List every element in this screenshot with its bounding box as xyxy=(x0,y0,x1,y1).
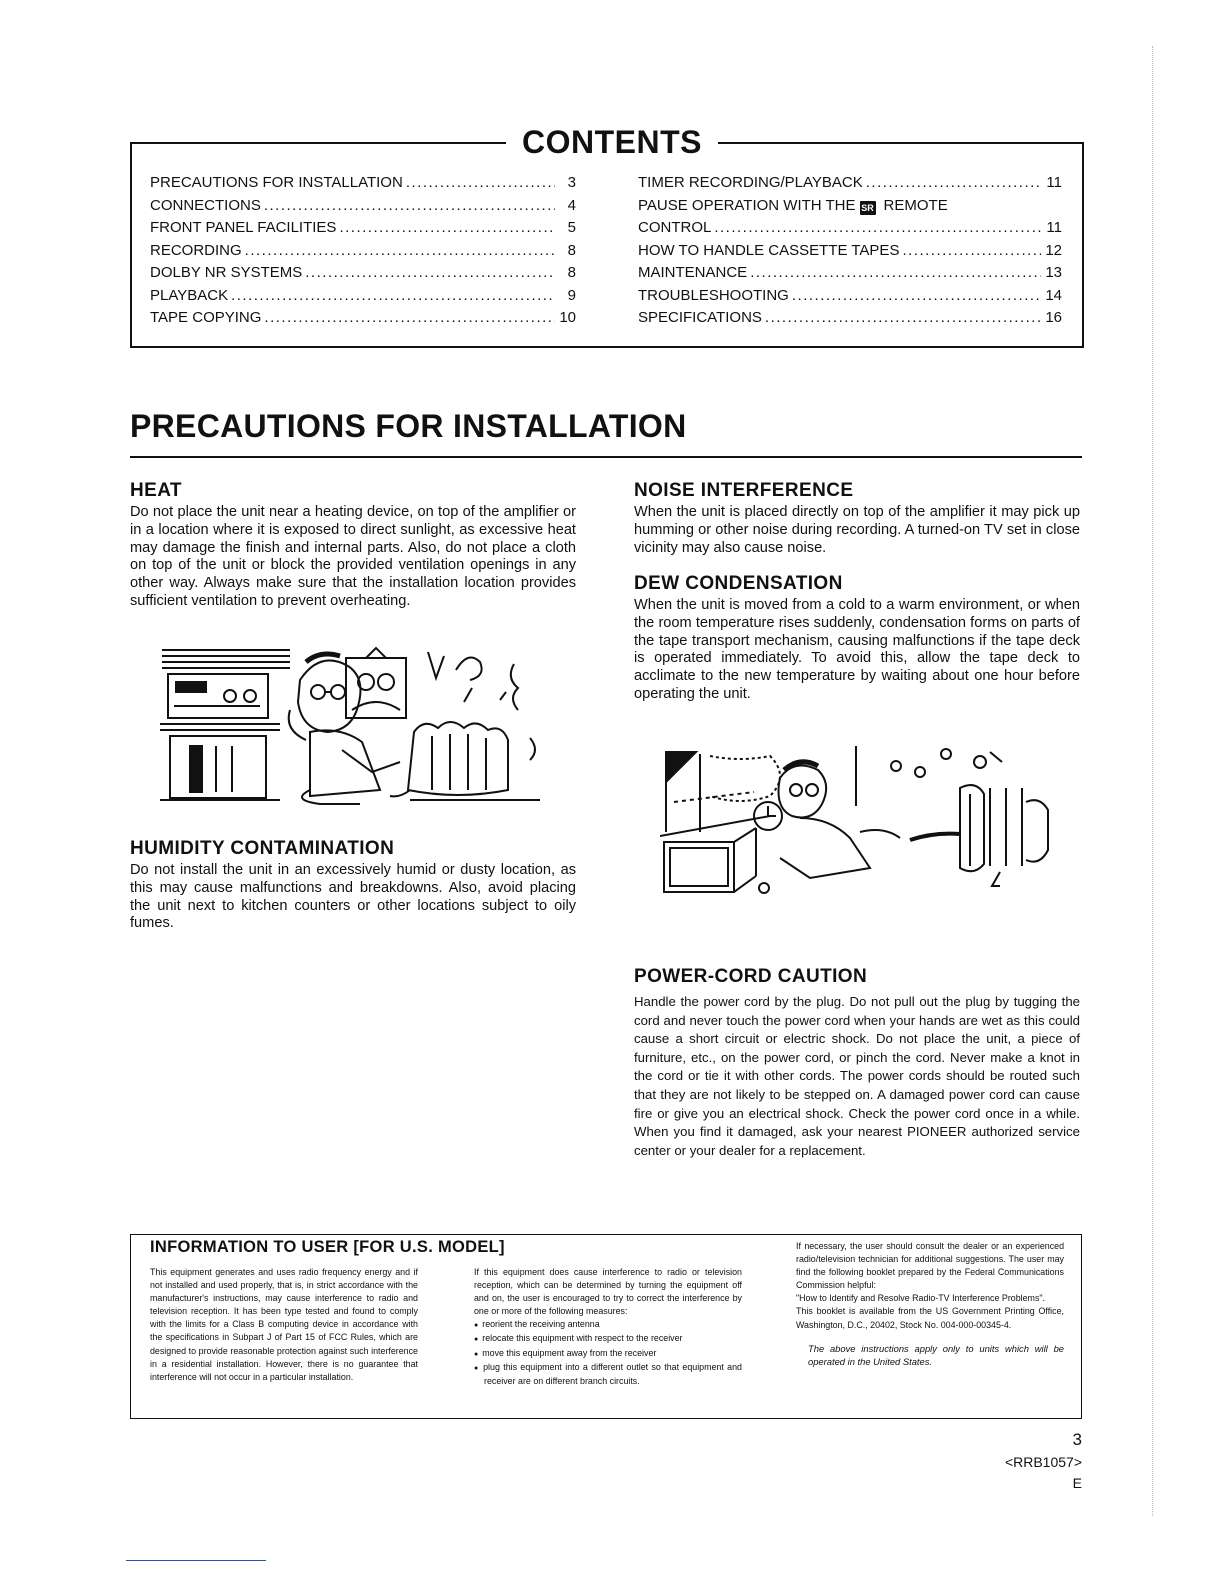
fcc-info-col2 xyxy=(474,1266,742,1388)
noise-body: When the unit is placed directly on top of the amplifier it may pick up humming or other noise during recording. A turned-on TV set in close vicinity may also cause noise. xyxy=(634,504,1080,556)
heat-body: Do not place the unit near a heating device, on top of the amplifier or in a location where it is exposed to direct sunlight, as excessive heat may damage the finish and internal parts. Also, do not place a cloth on top of the unit or block the provided ventilation openings in any other way. Always make sure that the installation location provides sufficient ventilation to prevent overheating. xyxy=(130,504,576,609)
list-item: ● reorient the receiving antenna xyxy=(474,1318,742,1332)
toc-entry[interactable]: MAINTENANCE ..... 13 xyxy=(638,262,1062,285)
dew-illustration xyxy=(660,742,1060,900)
wall-picture-image xyxy=(346,648,406,718)
heat-title: HEAT xyxy=(130,480,182,501)
man-with-clock-image xyxy=(754,746,900,878)
list-item: ● relocate this equipment with respect to the receiver xyxy=(474,1332,742,1346)
fcc-info-col1: This equipment generates and uses radio frequency energy and if not installed and used properly, that is, in strict accordance with the manufacturer's instructions, may cause interference to radio and television reception. It has been type tested and found to comply with the limits for a Class B computing device in accordance with the specifications in Subpart J of Part 15 of FCC Rules, which are designed to provide reasonable protection against such interference in a residential installation. However, there is no guarantee that interference will not occur in a particular installation. xyxy=(150,1267,418,1382)
toc-entry[interactable]: CONTROL ..... 11 xyxy=(638,217,1062,240)
toc-right-column xyxy=(638,172,1062,330)
man-figure-image xyxy=(289,654,400,804)
toc-entry-pause[interactable]: PAUSE OPERATION WITH THE SR REMOTE xyxy=(638,196,948,214)
heater-image xyxy=(759,749,1048,893)
title-rule xyxy=(130,456,1082,458)
toc-entry[interactable]: PRECAUTIONS FOR INSTALLATION ..... 3 xyxy=(150,172,576,195)
dew-title: DEW CONDENSATION xyxy=(634,573,843,594)
sr-remote-icon: SR xyxy=(861,202,874,213)
fcc-measures-list xyxy=(474,1318,742,1387)
toc-entry[interactable]: TROUBLESHOOTING ..... 14 xyxy=(638,285,1062,308)
humidity-title: HUMIDITY CONTAMINATION xyxy=(130,838,395,859)
fcc-col2-intro: If this equipment does cause interference to radio or television reception, which can be determined by turning the equipment off and on, the user is encouraged to try to correct the interference by one or more of the following measures: xyxy=(474,1267,742,1317)
stereo-rack-image xyxy=(160,650,290,800)
power-title: POWER-CORD CAUTION xyxy=(634,966,868,987)
window-scene-image xyxy=(660,752,780,836)
document-code xyxy=(960,1452,1082,1494)
radiator-image xyxy=(390,652,540,800)
dew-body: When the unit is moved from a cold to a warm environment, or when the room temperature rises suddenly, condensation forms on parts of the tape transport mechanism, causing malfunctions if the tape deck is operated immediately. To avoid this, allow the tape deck to acclimate to the new temperature by waiting about one hour before operating the unit. xyxy=(634,597,1080,702)
toc-left-column xyxy=(150,172,576,330)
fcc-col3-note: The above instructions apply only to units which will be operated in the United States. xyxy=(808,1342,1064,1367)
scan-artifact-line xyxy=(126,1560,266,1561)
humidity-body: Do not install the unit in an excessively humid or dusty location, as this may cause malfunctions and breakdowns. Also, avoid placing the unit next to kitchen counters or other locations subject to oily fumes. xyxy=(130,862,576,932)
toc-entry[interactable]: RECORDING ..... 8 xyxy=(150,240,576,263)
toc-entry[interactable]: CONNECTIONS ..... 4 xyxy=(150,195,576,218)
toc-entry[interactable]: TIMER RECORDING/PLAYBACK ..... 11 xyxy=(638,172,1062,195)
table-image xyxy=(664,828,756,892)
page-number: 3 xyxy=(1072,1430,1082,1449)
language-code: E xyxy=(1072,1475,1082,1491)
toc-entry[interactable]: HOW TO HANDLE CASSETTE TAPES ..... 12 xyxy=(638,240,1062,263)
toc-entry[interactable]: PLAYBACK ..... 9 xyxy=(150,285,576,308)
toc-entry[interactable]: DOLBY NR SYSTEMS ..... 8 xyxy=(150,262,576,285)
scan-edge xyxy=(1152,46,1153,1516)
toc-entry[interactable]: SPECIFICATIONS ..... 16 xyxy=(638,307,1062,330)
page-title: PRECAUTIONS FOR INSTALLATION xyxy=(130,408,687,444)
list-item: ● plug this equipment into a different outlet so that equipment and receiver are on different branch circuits. xyxy=(474,1361,742,1388)
power-body: Handle the power cord by the plug. Do not pull out the plug by tugging the cord and never touch the power cord when your hands are wet as this could cause a short circuit or electric shock. Do not place the unit, a piece of furniture, etc., on the power cord, or pinch the cord. Never make a knot in the cord or tie it with other cords. The power cords should be routed such that they are not likely to be stepped on. A damaged power cord can cause fire or give you an electrical shock. Check the power cord once in a while. When you find it damaged, ask your nearest PIONEER authorized service center or your dealer for a replacement. xyxy=(634,994,1080,1158)
fcc-col3-booklet-title: "How to Identify and Resolve Radio-TV Interference Problems". xyxy=(796,1293,1045,1304)
fcc-info-col3 xyxy=(796,1240,1064,1368)
noise-title: NOISE INTERFERENCE xyxy=(634,480,854,501)
fcc-col3-para-a: If necessary, the user should consult the dealer or an experienced radio/television technician for additional suggestions. The user may find the following booklet prepared by the Federal Communications Commission helpful: xyxy=(796,1241,1064,1291)
fcc-info-title: INFORMATION TO USER [FOR U.S. MODEL] xyxy=(150,1238,505,1256)
model-code: <RRB1057> xyxy=(1004,1454,1082,1470)
toc-entry[interactable]: TAPE COPYING ..... 10 xyxy=(150,307,576,330)
heat-illustration xyxy=(160,640,550,808)
list-item: ● move this equipment away from the receiver xyxy=(474,1347,742,1361)
toc-entry[interactable]: FRONT PANEL FACILITIES ..... 5 xyxy=(150,217,576,240)
contents-title: CONTENTS xyxy=(522,124,702,160)
fcc-col3-para-c: This booklet is available from the US Government Printing Office, Washington, D.C., 20402, Stock No. 004-000-00345-4. xyxy=(796,1306,1064,1330)
